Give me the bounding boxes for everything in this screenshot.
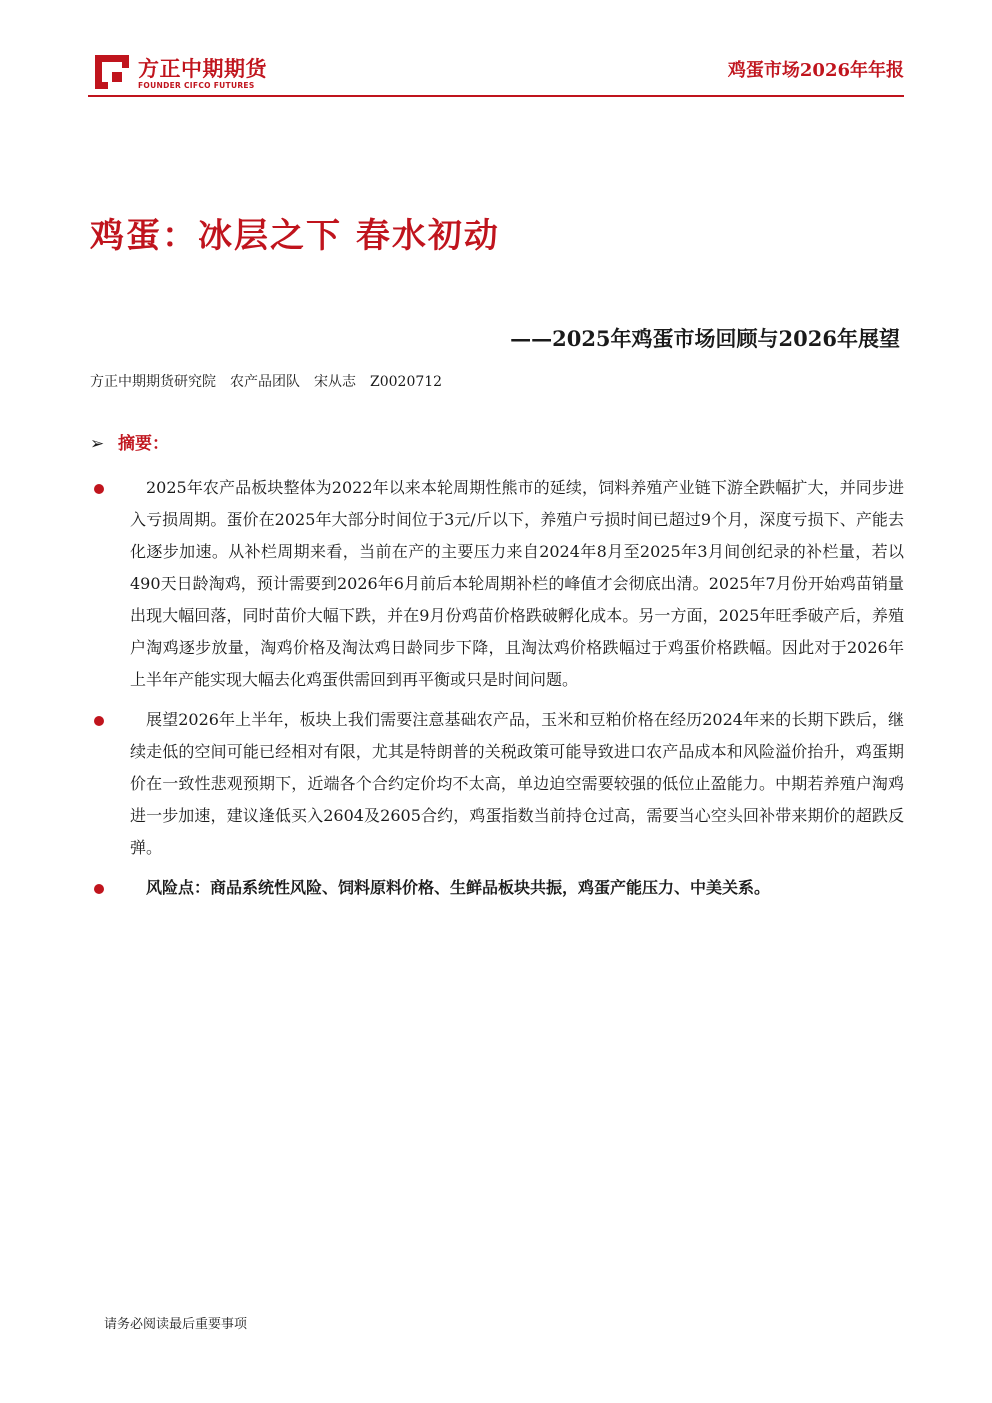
summary-heading xyxy=(90,429,169,454)
list-item xyxy=(90,872,904,904)
team-name: 农产品团队 xyxy=(230,374,300,390)
report-subtitle: ——2025年鸡蛋市场回顾与2026年展望 xyxy=(510,326,900,351)
header-rule xyxy=(88,95,904,97)
summary-heading-label: 摘要： xyxy=(118,434,169,454)
summary-paragraph: 2025年农产品板块整体为2022年以来本轮周期性熊市的延续，饲料养殖产业链下游全跌幅扩大，并同步进入亏损周期。蛋价在2025年大部分时间位于3元/斤以下，养殖户亏损时间已超过9个月，深度亏损下、产能去化逐步加速。从补栏周期来看，当前在产的主要压力来自2024年8月至2025年3月间创纪录的补栏量，若以490天日龄淘鸡，预计需要到2026年6月前后本轮周期补栏的峰值才会彻底出清。2025年7月份开始鸡苗销量出现大幅回落，同时苗价大幅下跌，并在9月份鸡苗价格跌破孵化成本。另一方面，2025年旺季破产后，养殖户淘鸡逐步放量，淘鸡价格及淘汰鸡日龄同步下降，且淘汰鸡价格跌幅过于鸡蛋价格跌幅。因此对于2026年上半年产能实现大幅去化鸡蛋供需回到再平衡或只是时间问题。 xyxy=(130,478,904,689)
outlook-paragraph: 展望2026年上半年，板块上我们需要注意基础农产品，玉米和豆粕价格在经历2024年来的长期下跌后，继续走低的空间可能已经相对有限，尤其是特朗普的关税政策可能导致进口农产品成本和风险溢价抬升，鸡蛋期价在一致性悲观预期下，近端各个合约定价均不太高，单边迫空需要较强的低位止盈能力。中期若养殖户淘鸡进一步加速，建议逢低买入2604及2605合约，鸡蛋指数当前持仓过高，需要当心空头回补带来期价的超跌反弹。 xyxy=(130,710,904,857)
red-dot-icon xyxy=(94,484,104,494)
analyst-name: 宋从志 xyxy=(314,374,356,390)
report-title: 鸡蛋：冰层之下 春水初动 xyxy=(90,216,500,256)
disclaimer-footer: 请务必阅读最后重要事项 xyxy=(104,1317,248,1332)
list-item xyxy=(90,704,904,864)
author-line xyxy=(90,371,456,391)
license-number: Z0020712 xyxy=(370,374,443,390)
arrow-bullet-icon: ➢ xyxy=(90,434,105,454)
red-dot-icon xyxy=(94,716,104,726)
founder-logo-icon xyxy=(94,54,130,90)
page-header xyxy=(88,50,904,94)
red-dot-icon xyxy=(94,884,104,894)
institute-name: 方正中期期货研究院 xyxy=(90,374,216,390)
company-logo xyxy=(94,52,294,94)
report-tag: 鸡蛋市场2026年年报 xyxy=(727,60,904,81)
summary-list xyxy=(90,472,904,904)
risk-paragraph: 风险点：商品系统性风险、饲料原料价格、生鲜品板块共振，鸡蛋产能压力、中美关系。 xyxy=(146,878,771,897)
list-item xyxy=(90,472,904,696)
logo-english-name: FOUNDER CIFCO FUTURES xyxy=(138,81,255,90)
logo-chinese-name: 方正中期期货 xyxy=(138,57,267,81)
